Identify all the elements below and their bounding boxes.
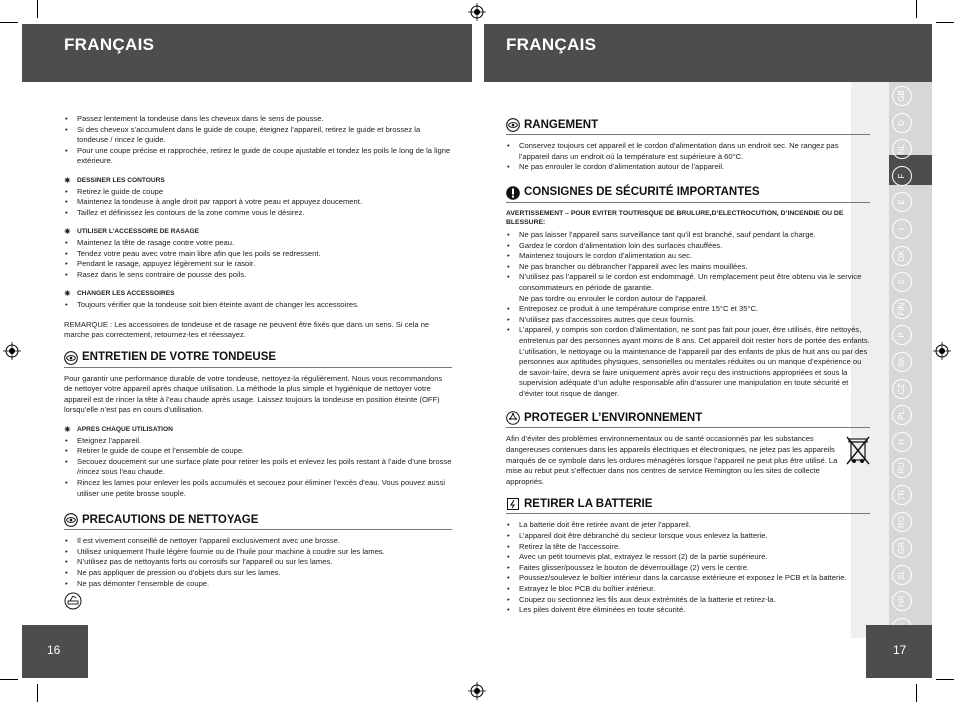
intro-bullets [64, 114, 452, 167]
right-page-title: FRANÇAIS [506, 35, 597, 54]
registration-mark-icon [3, 342, 21, 360]
remarque-note: REMARQUE : Les accessoires de tondeuse et de rasage ne peuvent être fixés que dans un sens. Si cela ne marche pas correctement, retournez-les et réessayez. [64, 319, 430, 340]
list-item: • Eteignez l’appareil. [64, 436, 452, 447]
apres-bullets [64, 436, 452, 500]
rasage-heading [64, 227, 452, 238]
list-item: • Conservez toujours cet appareil et le cordon d’alimentation dans un endroit sec. Ne rangez pas l’appareil dans un endroit où la température est supérieure à 60°C. [506, 141, 870, 162]
registration-mark-icon [468, 682, 486, 700]
consignes-title: CONSIGNES DE SÉCURITÉ IMPORTANTES [524, 186, 760, 199]
eye-icon [506, 118, 520, 132]
sun-icon: ✷ [64, 227, 71, 237]
list-item: • Il est vivement conseillé de nettoyer l’appareil exclusivement avec une brosse. [64, 536, 452, 547]
list-item: • Utilisez uniquement l’huile légère fournie ou de l’huile pour machine à coudre sur les lames. [64, 547, 452, 558]
language-tab-s[interactable]: S [892, 272, 912, 292]
list-item: • Gardez le cordon d’alimentation loin des surfaces chauffées. [506, 241, 870, 252]
right-page-number: 17 [893, 643, 907, 657]
batterie-title: RETIRER LA BATTERIE [524, 498, 653, 511]
consignes-continuation-enfants: L’utilisation, le nettoyage ou la maintenance de l’appareil par des enfants de plus de huit ans ou par des personnes aux aptitudes physiques, sensorielles ou mentales réduites ou un manque d’expérience ou de savoir-faire, devra se faire uniquement après avoir reçu des instructions appropriées et sous la supervision adéquate d’un adulte responsable afin d’assurer une manipulation en toute sécurité et d’éviter tout risque de danger. [519, 346, 868, 398]
list-item: • Rasez dans le sens contraire de pousse des poils. [64, 270, 452, 281]
entretien-paragraph: Pour garantir une performance durable de votre tondeuse, nettoyez-la régulièrement. Nous vous recommandons de nettoyer votre appareil après chaque utilisation. La méthode la plus simple et hygiénique de nettoyer votre appareil est de rincer la tête à l’eau chaude après usage. Laissez toujours la tondeuse en position éteinte (OFF) lorsqu’elle n’est pas en cours d’utilisation. [64, 373, 443, 415]
list-item: • La batterie doit être retirée avant de jeter l’appareil. [506, 520, 870, 531]
language-tab-sl[interactable]: SL [892, 565, 912, 585]
language-tab-p[interactable]: P [892, 325, 912, 345]
apres-title: APRES CHAQUE UTILISATION [77, 426, 173, 434]
consignes-warning: AVERTISSEMENT – POUR EVITER TOUTRISQUE DE BRULURE,D’ELECTROCUTION, D’INCENDIE OU DE BLESSURE: [506, 209, 844, 227]
environnement-body [506, 434, 870, 487]
list-item: • Entreposez ce produit à une température comprise entre 15°C et 35°C. [506, 304, 870, 315]
crop-mark [936, 22, 954, 23]
weee-bin-icon [846, 436, 870, 487]
contours-bullets [64, 187, 452, 219]
left-page-title: FRANÇAIS [64, 35, 155, 54]
list-item: • Ne pas appliquer de pression ou d’objets durs sur les lames. [64, 568, 452, 579]
language-tab-tr[interactable]: TR [892, 485, 912, 505]
rangement-heading [506, 118, 870, 135]
changer-heading [64, 289, 452, 300]
language-tab-ru[interactable]: RU [892, 458, 912, 478]
list-item: • Maintenez la tondeuse à angle droit par rapport à votre peau et appuyez doucement. [64, 197, 452, 208]
precautions-title: PRECAUTIONS DE NETTOYAGE [82, 513, 259, 526]
language-tab-cz[interactable]: CZ [892, 379, 912, 399]
crop-mark [916, 0, 917, 18]
sun-icon: ✷ [64, 425, 71, 435]
environnement-paragraph: Afin d’éviter des problèmes environnementaux ou de santé occasionnés par les substances dangereuses contenues dans les appareils électriques et électroniques, ne jetez pas les appareils marqués de ce symbole dans les ordures ménagères lorsque l’appareil ne peut plus être utilisé. La mise au rebut peut s’effectuer dans nos centres de service Remington ou les sites de collecte appropriés. [506, 434, 838, 486]
list-item: • Maintenez la tête de rasage contre votre peau. [64, 238, 452, 249]
sun-icon: ✷ [64, 289, 71, 299]
precautions-bullets [64, 536, 452, 589]
language-tab-d[interactable]: D [892, 113, 912, 133]
contours-title: DESSINER LES CONTOURS [77, 176, 165, 184]
crop-mark [37, 0, 38, 18]
list-item: • Extrayez le bloc PCB du boîtier intérieur. [506, 584, 870, 595]
consignes-bullets [506, 230, 870, 294]
list-item: • Retirez le guide de coupe [64, 187, 452, 198]
list-item: • Retirer le guide de coupe et l’ensemble de coupe. [64, 446, 452, 457]
recycle-icon [506, 411, 520, 425]
list-item: • N’utilisez pas l’appareil si le cordon est endommagé. Un remplacement peut être obtenu via le service consommateurs en période de garantie. [506, 272, 870, 293]
list-item: • Poussez/soulevez le boîtier intérieur dans la carcasse extérieure et exposez le PCB et la batterie. [506, 573, 870, 584]
rasage-title: UTILISER L’ACCESSOIRE DE RASAGE [77, 228, 200, 236]
warning-icon [506, 186, 520, 200]
list-item: • Les piles doivent être éliminées en toute sécurité. [506, 605, 870, 616]
list-item: • Ne pas brancher ou débrancher l’appareil avec les mains mouillées. [506, 262, 870, 273]
list-item: • Faites glisser/poussez le bouton de déverrouillage (2) vers le centre. [506, 563, 870, 574]
list-item: • Secouez doucement sur une surface plate pour retirer les poils et enlevez les poils restant à l’aide d’une brosse /rincez sous l’eau chaude. [64, 457, 452, 478]
language-tab-e[interactable]: E [892, 192, 912, 212]
list-item: • Maintenez toujours le cordon d’alimentation au sec. [506, 251, 870, 262]
list-item: • Toujours vérifier que la tondeuse soit bien éteinte avant de changer les accessoires. [64, 300, 452, 311]
list-item: • L’appareil, y compris son cordon d’alimentation, ne sont pas fait pour jouer, être utilisés, être nettoyés, entretenus par des personnes ayant moins de 8 ans. Cet appareil doit rester hors de portée des enfants. [506, 325, 870, 346]
list-item: • Tendez votre peau avec votre main libre afin que les poils se redressent. [64, 249, 452, 260]
crop-mark [0, 679, 18, 680]
language-tab-sk[interactable]: SK [892, 352, 912, 372]
rasage-bullets [64, 238, 452, 280]
sun-icon: ✷ [64, 175, 71, 185]
registration-mark-icon [468, 3, 486, 21]
batterie-bullets [506, 520, 870, 615]
battery-icon [506, 497, 520, 511]
rangement-bullets [506, 141, 870, 173]
list-item: • Avec un petit tournevis plat, extrayez le ressort (2) de la partie supérieure. [506, 552, 870, 563]
brush-cleaning-icon [64, 592, 452, 614]
environnement-heading [506, 411, 870, 428]
entretien-title: ENTRETIEN DE VOTRE TONDEUSE [82, 351, 277, 364]
list-item: • L’appareil doit être débranché du secteur lorsque vous enlevez la batterie. [506, 531, 870, 542]
environnement-title: PROTEGER L’ENVIRONNEMENT [524, 412, 703, 425]
list-item: • Rincez les lames pour enlever les poils accumulés et secouez pour éliminer l’excès d’eau. Vous pouvez aussi utiliser une petite brosse souple. [64, 478, 452, 499]
crop-mark [0, 22, 18, 23]
list-item: • Pendant le rasage, appuyez légèrement sur le rasoir. [64, 259, 452, 270]
rangement-title: RANGEMENT [524, 118, 599, 131]
list-item: • Pour une coupe précise et rapprochée, retirez le guide de coupe ajustable et tondez les poils le long de la ligne extérieure. [64, 146, 452, 167]
language-tab-fin[interactable]: FIN [892, 299, 912, 319]
entretien-heading [64, 351, 452, 368]
eye-icon [64, 513, 78, 527]
precautions-heading [64, 513, 452, 530]
list-item: • Coupez ou sectionnez les fils aux deux extrémités de la batterie et retirez-la. [506, 595, 870, 606]
language-tab-i[interactable]: I [892, 219, 912, 239]
apres-heading [64, 425, 452, 436]
eye-icon [64, 351, 78, 365]
language-tab-f[interactable]: F [892, 166, 912, 186]
consignes-continuation-cord: Ne pas tordre ou enrouler le cordon autour de l’appareil. [519, 293, 708, 303]
left-page-number: 16 [47, 643, 61, 657]
contours-heading [64, 176, 452, 187]
changer-bullets [64, 300, 452, 311]
language-tab-pl[interactable]: PL [892, 405, 912, 425]
list-item: • Passez lentement la tondeuse dans les cheveux dans le sens de pousse. [64, 114, 452, 125]
list-item: • Si des cheveux s’accumulent dans le guide de coupe, éteignez l’appareil, retirez le guide et brossez la tondeuse / rincez le guide. [64, 125, 452, 146]
changer-title: CHANGER LES ACCESSOIRES [77, 290, 175, 298]
list-item: • N’utilisez pas d’accessoires autres que ceux fournis. [506, 315, 870, 326]
language-tab-nl[interactable]: NL [892, 139, 912, 159]
left-column [64, 114, 452, 614]
consignes-bullets-2 [506, 304, 870, 346]
consignes-heading [506, 186, 870, 203]
list-item: • Ne pas laisser l’appareil sans surveillance tant qu’il est branché, sauf pendant la charge. [506, 230, 870, 241]
crop-mark [37, 684, 38, 702]
list-item: • Ne pas enrouler le cordon d’alimentation autour de l’appareil. [506, 162, 870, 173]
language-tab-hr[interactable]: HR [892, 591, 912, 611]
crop-mark [916, 684, 917, 702]
right-column [506, 108, 870, 616]
list-item: • Taillez et définissez les contours de la zone comme vous le désirez. [64, 208, 452, 219]
language-tab-gr[interactable]: GR [892, 538, 912, 558]
language-tab-h[interactable]: H [892, 432, 912, 452]
language-tab-gb[interactable]: GB [892, 86, 912, 106]
language-tab-ro[interactable]: RO [892, 512, 912, 532]
registration-mark-icon [933, 342, 951, 360]
list-item: • Ne pas démonter l’ensemble de coupe. [64, 579, 452, 590]
crop-mark [936, 679, 954, 680]
batterie-heading [506, 497, 870, 514]
list-item: • Retirez la tête de l’accessoire. [506, 542, 870, 553]
list-item: • N’utilisez pas de nettoyants forts ou corrosifs sur l’appareil ou sur les lames. [64, 557, 452, 568]
language-tab-dk[interactable]: DK [892, 246, 912, 266]
